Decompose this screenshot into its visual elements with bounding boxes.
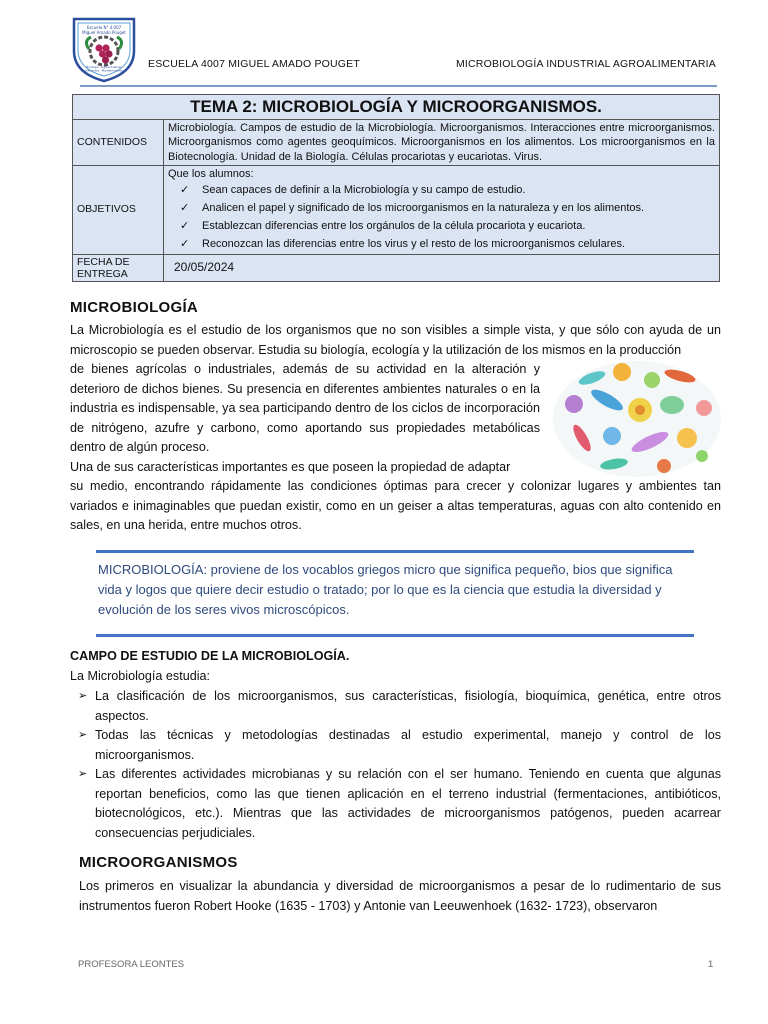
footer-author: PROFESORA LEONTES (78, 959, 185, 970)
lesson-title: TEMA 2: MICROBIOLOGÍA Y MICROORGANISMOS. (73, 95, 720, 120)
microbiologia-para1-wrap: de bienes agrícolas o industriales, además de su actividad en la alteración y deterioro de dichos bienes. Su presencia en diferentes ambientes naturales o en la industria es indispensable, ya sea participando dentro de los ciclos de incorporación de nitrógeno, azufre y carbono, como aportando sus propiedades metabólicas dentro de algún proceso. (70, 362, 540, 454)
objetivo-item: ✓ Sean capaces de definir a la Microbiología y su campo de estudio. (180, 181, 715, 199)
logo-text-line-1: Escuela N° 4.007 (86, 25, 122, 30)
microorganisms-illustration (552, 360, 722, 478)
objetivo-item: ✓ Establezcan diferencias entre los orgánulos de la célula procariota y eucariota. (180, 217, 715, 235)
microbiologia-para2-wrap: Una de sus características importantes es que poseen la propiedad de adaptar (70, 460, 511, 474)
campo-list (70, 687, 721, 843)
microorganismos-para: Los primeros en visualizar la abundancia y diversidad de microorganismos a pesar de lo rudimentario de sus instrumentos fueron Robert Hooke (1635 - 1703) y Antonie van Leeuwenhoek (1632- 1723), observaron (79, 879, 721, 913)
objetivos-intro: Que los alumnos: (168, 167, 254, 180)
logo-text-line-3: Enología - Agroindustrias (86, 65, 122, 69)
campo-item: ➢ Todas las técnicas y metodologías destinadas al estudio experimental, manejo y control de los microorganismos. (70, 726, 721, 765)
campo-item: ➢ Las diferentes actividades microbianas y su relación con el ser humano. Teniendo en cuenta que algunas reportan beneficios, como las que tienen aplicación en el terreno industrial (fermentaciones, antibióticos, biotecnológicos, etc.). Mientras que las actividades de microorganismos patógenos, pueden acarrear consecuencias perjudiciales. (70, 765, 721, 843)
subject-name: MICROBIOLOGÍA INDUSTRIAL AGROALIMENTARIA (455, 58, 716, 70)
page-number: 1 (708, 959, 714, 970)
objetivo-item: ✓ Analicen el papel y significado de los microorganismos en la naturaleza y en los alimentos. (180, 199, 715, 217)
contenidos-label: CONTENIDOS (73, 120, 164, 166)
lesson-plan-table (72, 94, 720, 282)
microbiologia-heading: MICROBIOLOGÍA (70, 299, 199, 316)
microbiologia-para1-top: La Microbiología es el estudio de los organismos que no son visibles a simple vista, y que sólo con ayuda de un microscopio se pueden observar. Estudia su biología, ecología y la utilización de los mismos en la producción (70, 323, 721, 357)
objetivo-item: ✓ Reconozcan las diferencias entre los virus y el resto de los microorganismos celulares. (180, 235, 715, 253)
objetivos-cell (164, 165, 720, 254)
objetivos-list (168, 181, 715, 253)
campo-item: ➢ La clasificación de los microorganismos, sus características, fisiología, bioquímica, genética, entre otros aspectos. (70, 687, 721, 726)
microorganismos-heading: MICROORGANISMOS (79, 854, 238, 871)
definition-box: MICROBIOLOGÍA: proviene de los vocablos griegos micro que significa pequeño, bios que significa vida y logos que quiere decir estudio o tratado; por lo que es la ciencia que estudia la diversidad y evolución de los seres vivos microscópicos. (96, 550, 694, 637)
contenidos-text: Microbiología. Campos de estudio de la Microbiología. Microorganismos. Interacciones entre microorganismos. Microorganismos como agentes geoquímicos. Microorganismos en los alimentos. Los microorganismos en la Biotecnología. Unidad de la Biología. Células procariotas y eucariotas. Virus. (164, 120, 720, 166)
campo-intro: La Microbiología estudia: (70, 669, 211, 683)
fecha-value: 20/05/2024 (164, 255, 720, 282)
school-name: ESCUELA 4007 MIGUEL AMADO POUGET (148, 58, 360, 70)
logo-text-line-4: Alimentos - Mantenimiento (85, 68, 123, 73)
school-logo (69, 13, 139, 83)
campo-list-wrapper (70, 687, 721, 843)
objetivos-label: OBJETIVOS (73, 165, 164, 254)
logo-text-line-2: Miguel Amado Pouget (82, 30, 126, 35)
microbiologia-para2-full: su medio, encontrando rápidamente las condiciones óptimas para crecer y colonizar lugares y ambientes tan variados e inimaginables que puedan existir, como en un geiser a altas temperaturas, aguas con alto contenido en sales, en una herida, entre muchos otros. (70, 479, 721, 532)
campo-heading: CAMPO DE ESTUDIO DE LA MICROBIOLOGÍA. (70, 649, 350, 663)
fecha-label: FECHA DE ENTREGA (73, 255, 164, 282)
header-divider (80, 85, 717, 87)
